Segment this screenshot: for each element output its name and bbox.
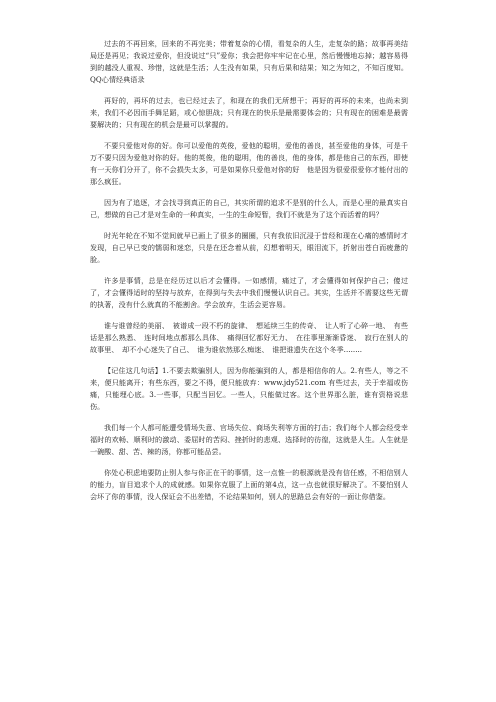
paragraph-4: 因为有了追逐，才会找寻到真正的自己，其实所谓的追求不是别的什么人，而是心里的最真实自己，想做的自己才是对生命的一种真实，一生的生命短暂，我们不就是为了这个而活着的吗？ [90, 198, 408, 219]
paragraph-9: 我们每一个人都可能遭受情场失意、官场失位、商场失利等方面的打击；我们每个人都会经受幸福时的欢畅、顺利时的激动、委屈时的苦闷、挫折时的悲观、选择时的彷徨，这就是人生。人生就是一碗酸、甜、苦、辣的汤，你都可能品尝。 [90, 423, 408, 456]
paragraph-1: 过去的不再回来，回来的不再完美；带着复杂的心情，看复杂的人生，走复杂的路；故事再美结局还是再见；我说过爱你，但没说过“只”爱你；我会把你牢牢记在心里，然后慢慢地忘掉；越容易得到的越没人重视、珍惜，这就是生活；人生没有如果，只有后果和结果；知之为知之，不知百度知。QQ心情经典语录 [90, 39, 408, 84]
document-page [90, 38, 408, 512]
paragraph-2: 再好的，再坏的过去，也已经过去了，和现在的我们无所想干；再好的再坏的未来，也尚未到来，我们不必因而手舞足蹈，或心惊胆战；只有现在的快乐是最需要体会的；只有现在的困难是最需要解决的；只有现在的机会是最可以掌握的。 [90, 96, 408, 129]
paragraph-10: 你处心积虑地要防止别人参与你正在干的事情，这一点惟一的根源就是没有信任感，不相信别人的能力，盲目追求个人的成就感。如果你克服了上面的第4点，这一点也就很好解决了。不要怕别人会坏了你的事情，没人保证会不出差错，不论结果如何，别人的思路总会有好的一面让你借鉴。 [90, 468, 408, 501]
paragraph-3: 不要只爱他对你的好。你可以爱他的英俊，爱他的聪明，爱他的善良，甚至爱他的身体，可是千万不要只因为爱他对你的好。他的英俊，他的聪明，他的善良，他的身体，都是他自己的东西，即使有一天你们分开了，你不会损失太多，可是如果你只爱他对你的好 他是因为很爱很爱你才能付出的那么疯狂。 [90, 141, 408, 186]
paragraph-5: 时光年轮在不知不觉间就早已画上了很多的圈圈，只有我依旧沉浸于昔经和现在心痛的感情时才发现，自己早已变的懦弱和迷恋，只是在还念着从前，幻想着明天，眼泪流下，折射出苍白而疲惫的脸。 [90, 231, 408, 264]
paragraph-7: 谁与谁曾经的美丽、 被谱成一段不朽的旋律、 想延续三生的传奇、 让人听了心碎一地、 有些话是那么熟悉、 连时间地点都那么具体、 痛得回忆都好无力、 在往事里渐渐昏迷、 寂行在别人的故事里、 却不小心迷失了自己、 谁为谁依然那么痴迷、 谁把谁遗失在这个冬季........ [90, 321, 408, 354]
paragraph-6: 许多是事情，总是在经历过以后才会懂得。一如感情，痛过了，才会懂得如何保护自己；傻过了，才会懂得适时的坚持与放弃，在得到与失去中我们慢慢认识自己。其实，生活并不需要这些无谓的执著，没有什么就真的不能割舍。学会放弃，生活会更容易。 [90, 276, 408, 309]
paragraph-8: 【记住这几句话】1.不要去欺骗别人，因为你能骗到的人，都是相信你的人。2.有些人，等之不来，便只能离开；有些东西，要之不得，便只能放弃：www.jdy521.com 有些过去，关于幸福或伤痛，只能埋心底。3.一些事，只配当回忆。一些人，只能做过客。这个世界那么脏，谁有资格说悲伤。 [90, 366, 408, 411]
